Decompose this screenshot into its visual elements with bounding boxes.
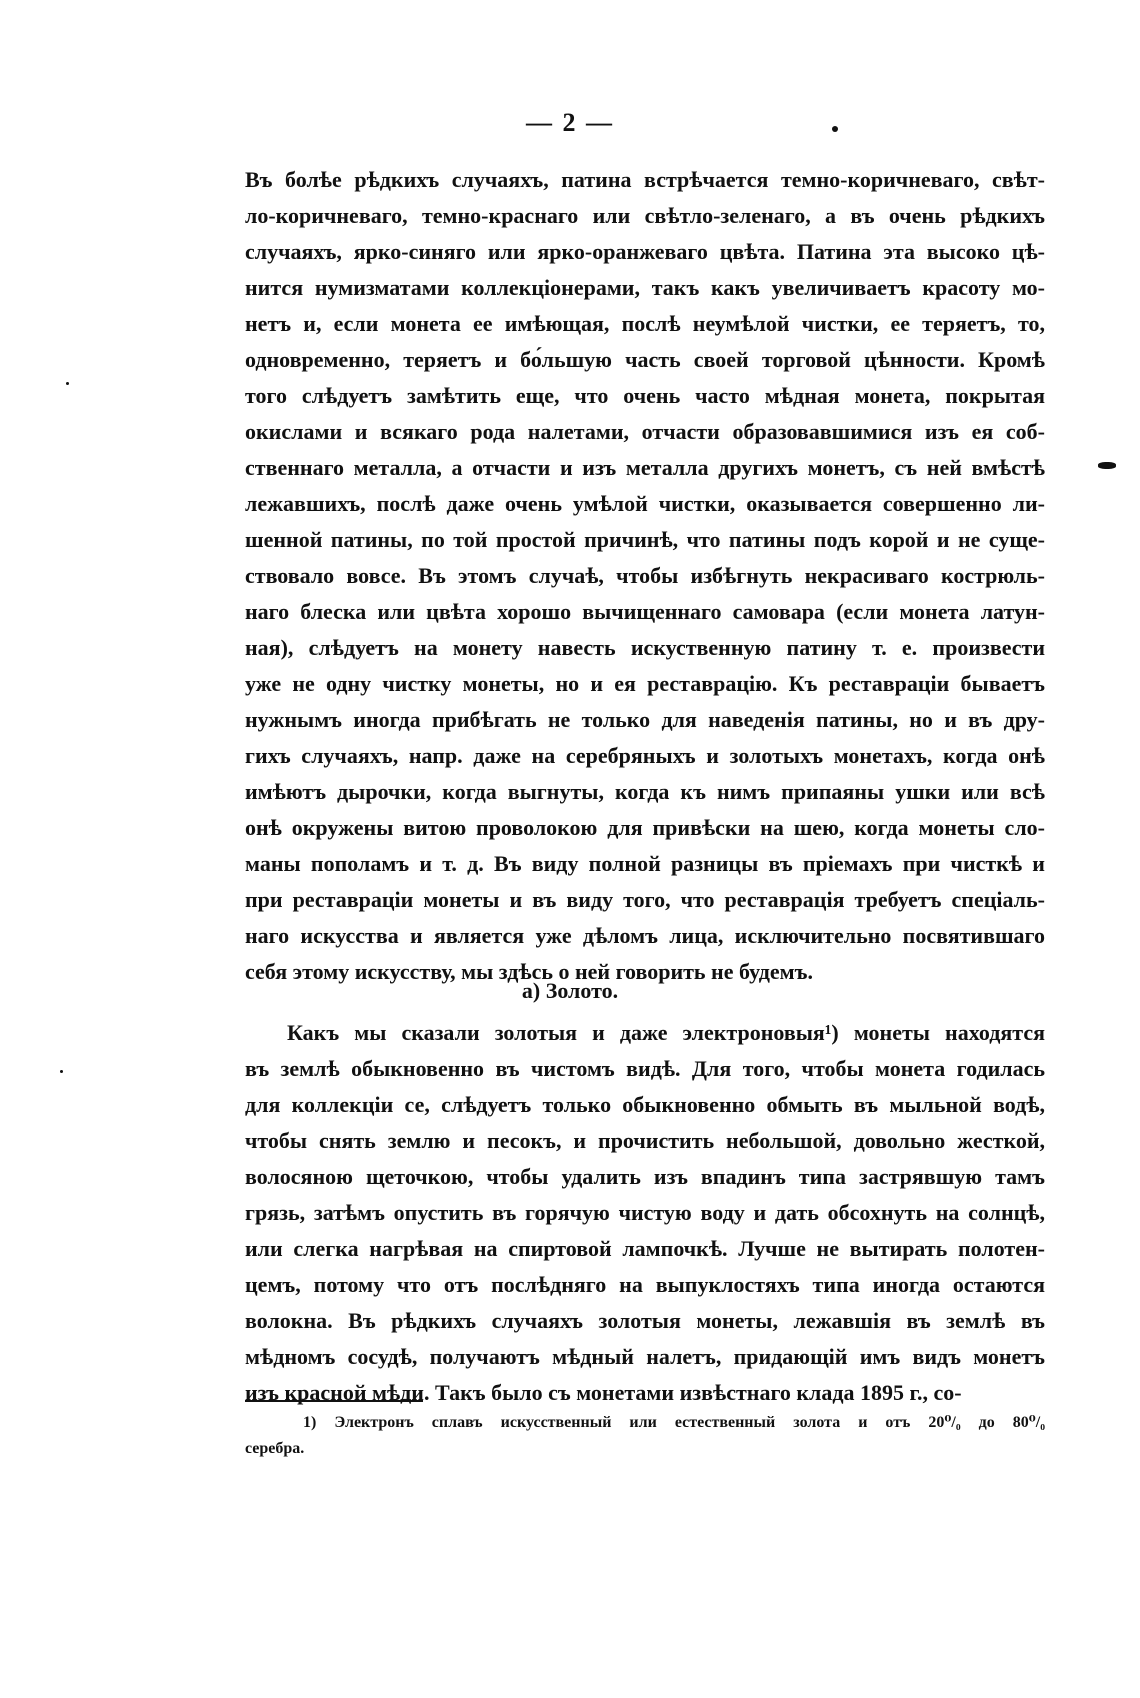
text-line: ло-коричневаго, темно-краснаго или свѣтло-зеленаго, а въ очень рѣдкихъ (245, 203, 1045, 228)
text-line: случаяхъ, ярко-синяго или ярко-оранжеваго цвѣта. Патина эта высоко цѣ- (245, 239, 1045, 264)
text-line: ственнаго металла, а отчасти и изъ металла другихъ монетъ, съ ней вмѣстѣ (245, 455, 1045, 480)
text-line: или слегка нагрѣвая на спиртовой лампочкѣ. Лучше не вытирать полотен- (245, 1236, 1045, 1261)
text-line: шенной патины, по той простой причинѣ, что патины подъ корой и не суще- (245, 527, 1045, 552)
text-line: гихъ случаяхъ, напр. даже на серебряныхъ и золотыхъ монетахъ, когда онѣ (245, 743, 1045, 768)
footnote (245, 1410, 1045, 1462)
print-speck (60, 1070, 63, 1073)
print-speck (832, 126, 838, 132)
text-line: лежавшихъ, послѣ даже очень умѣлой чистки, оказывается совершенно ли- (245, 491, 1045, 516)
text-line: волокна. Въ рѣдкихъ случаяхъ золотыя монеты, лежавшія въ землѣ въ (245, 1308, 1045, 1333)
text-line: Въ болѣе рѣдкихъ случаяхъ, патина встрѣчается темно-коричневаго, свѣт- (245, 167, 1045, 192)
footnote-line: 1) Электронъ сплавъ искусственный или естественный золота и отъ 20⁰/₀ до 80⁰/₀ (303, 1414, 1045, 1431)
page-number: — 2 — (526, 108, 614, 137)
text-line: наго искусства и является уже дѣломъ лица, исключительно посвятившаго (245, 923, 1045, 948)
paragraph-1 (245, 162, 1045, 990)
text-line: того слѣдуетъ замѣтить еще, что очень часто мѣдная монета, покрытая (245, 383, 1045, 408)
text-line: маны пополамъ и т. д. Въ виду полной разницы въ пріемахъ при чисткѣ и (245, 851, 1045, 876)
text-line: грязь, затѣмъ опустить въ горячую чистую воду и дать обсохнуть на солнцѣ, (245, 1200, 1045, 1225)
text-line: волосяною щеточкою, чтобы удалить изъ впадинъ типа застрявшую тамъ (245, 1164, 1045, 1189)
text-line: онѣ окружены витою проволокою для привѣски на шею, когда монеты сло- (245, 815, 1045, 840)
section-heading: а) Золото. (521, 978, 619, 1003)
footnote-line: серебра. (245, 1440, 305, 1457)
text-line: нится нумизматами коллекціонерами, такъ какъ увеличиваетъ красоту мо- (245, 275, 1045, 300)
text-line: окислами и всякаго рода налетами, отчасти образовавшимися изъ ея соб- (245, 419, 1045, 444)
text-line: цемъ, потому что отъ послѣдняго на выпуклостяхъ типа иногда остаются (245, 1272, 1045, 1297)
text-line: уже не одну чистку монеты, но и ея реставрацію. Къ реставраціи бываетъ (245, 671, 1045, 696)
text-line: наго блеска или цвѣта хорошо вычищеннаго самовара (если монета латун- (245, 599, 1045, 624)
paragraph-2 (245, 1015, 1045, 1411)
print-speck (1098, 462, 1116, 469)
text-line: для коллекціи се, слѣдуетъ только обыкновенно обмыть въ мыльной водѣ, (245, 1092, 1045, 1117)
text-line: имѣютъ дырочки, когда выгнуты, когда къ нимъ припаяны ушки или всѣ (245, 779, 1045, 804)
text-line: Какъ мы сказали золотыя и даже электроновыя¹) монеты находятся (287, 1020, 1045, 1045)
text-line: ная), слѣдуетъ на монету навесть искуственную патину т. е. произвести (245, 635, 1045, 660)
text-line: изъ красной мѣди. Такъ было съ монетами извѣстнаго клада 1895 г., со- (245, 1380, 962, 1405)
text-line: при реставраціи монеты и въ виду того, что реставрація требуетъ спеціаль- (245, 887, 1045, 912)
text-line: ствовало вовсе. Въ этомъ случаѣ, чтобы избѣгнуть некрасиваго кострюль- (245, 563, 1045, 588)
footnote-rule (245, 1400, 423, 1402)
text-line: себя этому искусству, мы здѣсь о ней говорить не будемъ. (245, 959, 813, 984)
text-line: въ землѣ обыкновенно въ чистомъ видѣ. Для того, чтобы монета годилась (245, 1056, 1045, 1081)
text-line: мѣдномъ сосудѣ, получаютъ мѣдный налетъ, придающій имъ видъ монетъ (245, 1344, 1045, 1369)
print-speck (66, 382, 69, 385)
text-line: нетъ и, если монета ее имѣющая, послѣ неумѣлой чистки, ее теряетъ, то, (245, 311, 1045, 336)
text-line: одновременно, теряетъ и бо́льшую часть своей торговой цѣнности. Кромѣ (245, 347, 1045, 372)
text-line: чтобы снять землю и песокъ, и прочистить небольшой, довольно жесткой, (245, 1128, 1045, 1153)
text-line: нужнымъ иногда прибѣгать не только для наведенія патины, но и въ дру- (245, 707, 1045, 732)
